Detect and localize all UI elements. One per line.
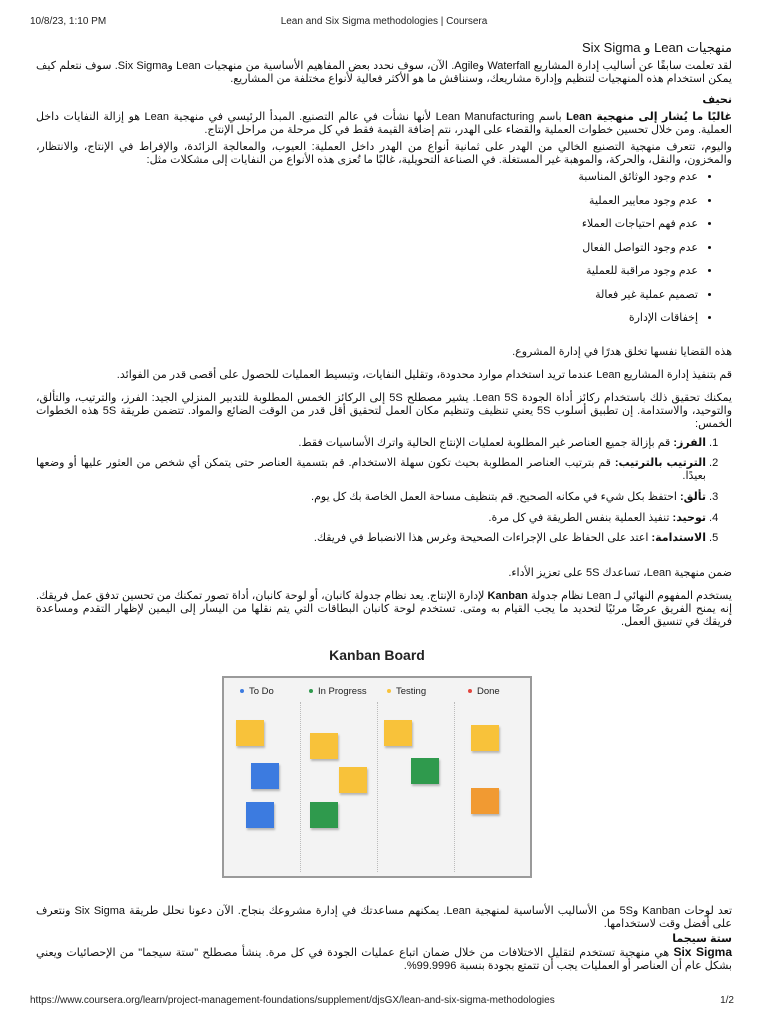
five-s-term: الاستدامة: bbox=[651, 532, 706, 544]
kanban-text-post: لإدارة الإنتاج. يعد نظام جدولة كانبان، أو لوحة كانبان، أداة تصور تمكنك من تحسين تدفق عمل فريقك. إنه يمنح الفريق عرضًا مرئيًا لتحديد ما يجب القيام به ومتى. تستخدم لوحة كانبان البطاقات التي يتم نقلها من اليسار إلى اليمين لإظهار التقدم ومساعدة فريقك في تنسيق العمل. bbox=[36, 589, 732, 628]
five-s-term: الترتيب بالترتيب: bbox=[614, 457, 706, 469]
column-label: To Do bbox=[249, 686, 274, 697]
lean-lead-bold: غالبًا ما يُشار إلى منهجية Lean bbox=[566, 111, 732, 123]
column-header-todo bbox=[240, 686, 274, 697]
six-sigma-paragraph bbox=[36, 946, 732, 973]
lean-paragraph-1 bbox=[36, 111, 732, 137]
in-progress-dot bbox=[309, 689, 313, 693]
column-label: In Progress bbox=[318, 686, 367, 697]
waste-causes-list bbox=[36, 171, 732, 336]
five-s-text: قم بإزالة جميع العناصر غير المطلوبة لعمليات الإنتاج الحالية واترك الأساسيات فقط. bbox=[298, 436, 674, 449]
five-s-paragraph: يمكنك تحقيق ذلك باستخدام ركائز أداة الجودة Lean 5S. يشير مصطلح 5S إلى الركائز الخمس المطلوبة للتدبير المنزلي الجيد: الفرز، والترتيب، والتألق، والتوحيد، والاستدامة. إن تطبيق أسلوب 5S يعني تنظيف وتنظيم مكان العمل لتحقيق أقل قدر من الوقت الضائع والمواد. تتضمن طريقة 5S هذه الخطوات الخمس: bbox=[36, 391, 733, 430]
issues-paragraph: هذه القضايا نفسها تخلق هدرًا في إدارة المشروع. bbox=[512, 345, 732, 358]
kanban-title: Kanban Board bbox=[329, 647, 425, 663]
sticky-note bbox=[471, 788, 499, 814]
column-label: Testing bbox=[396, 686, 427, 697]
column-header-testing bbox=[387, 686, 426, 697]
five-s-term: توحيد: bbox=[672, 511, 706, 524]
lean-paragraph-2: واليوم، تتعرف منهجية التصنيع الخالي من الهدر على ثمانية أنواع من الهدر داخل العملية: العيوب، والمعالجة الزائدة، والإفراط في الإنتاج، والانتظار، والمخزون، والنقل، والحركة، والموهبة غير المستغلة. في الصناعة التحويلية، غالبًا ما تُعزى هذه الأنواع من النفايات إلى مشكلات مثل: bbox=[36, 141, 732, 166]
five-s-list bbox=[36, 437, 732, 553]
five-s-step bbox=[36, 491, 706, 512]
list-item: • عدم وجود التواصل الفعال bbox=[36, 242, 698, 266]
list-item: • إخفاقات الإدارة bbox=[36, 312, 698, 336]
article-body-continued bbox=[36, 905, 732, 973]
document-title: Lean and Six Sigma methodologies | Coursera bbox=[280, 16, 488, 27]
page-number: 1/2 bbox=[720, 995, 734, 1006]
sticky-note bbox=[471, 725, 499, 751]
lean-subheading: نحيف bbox=[702, 94, 732, 106]
todo-dot bbox=[240, 689, 244, 693]
five-s-term: الفرز: bbox=[673, 436, 706, 449]
five-s-step bbox=[36, 512, 706, 533]
kanban-paragraph bbox=[36, 590, 732, 629]
column-header-done bbox=[468, 686, 500, 697]
five-s-text: تنفيذ العملية بنفس الطريقة في كل مرة. bbox=[488, 511, 673, 524]
sticky-note bbox=[310, 733, 338, 759]
sticky-note bbox=[384, 720, 412, 746]
print-header bbox=[0, 0, 768, 30]
kanban-text-pre: يستخدم المفهوم النهائي لـ Lean نظام جدولة bbox=[527, 589, 732, 602]
column-divider bbox=[377, 702, 378, 872]
list-item: • عدم وجود معايير العملية bbox=[36, 195, 698, 219]
six-sigma-text: هي منهجية تستخدم لتقليل الاختلافات من خلال ضمان اتباع عمليات الجودة في كل مرة. ينشأ مصطلح "ستة سيجما" من الإحصائيات ويعني بشكل عام أن العناصر أو العمليات يجب أن تتمتع بجودة بنسبة 99.9996%. bbox=[36, 947, 732, 972]
done-dot bbox=[468, 689, 472, 693]
list-item: • عدم فهم احتياجات العملاء bbox=[36, 218, 698, 242]
after-figure-paragraph: تعد لوحات Kanban و5S من الأساليب الأساسية لمنهجية Lean. يمكنهم مساعدتك في إدارة مشروعك بنجاح. الآن دعونا نحلل طريقة Six Sigma ونتعرف على أفضل وقت لاستخدامها. bbox=[36, 905, 733, 930]
sticky-note bbox=[310, 802, 338, 828]
five-s-term: تألق: bbox=[680, 491, 706, 503]
kanban-board-figure bbox=[196, 643, 558, 883]
five-s-step bbox=[36, 437, 706, 458]
lean-pm-paragraph: قم بتنفيذ إدارة المشاريع Lean عندما تريد استخدام موارد محدودة، وتقليل النفايات، وتبسيط العمليات للحصول على أقصى قدر من الفوائد. bbox=[116, 368, 732, 381]
print-date: 10/8/23, 1:10 PM bbox=[30, 16, 107, 27]
page-title: منهجيات Lean و Six Sigma bbox=[582, 40, 732, 55]
sticky-note bbox=[246, 802, 274, 828]
five-s-text: اعتد على الحفاظ على الإجراءات الصحيحة وغرس هذا الانضباط في فريقك. bbox=[313, 532, 652, 544]
column-header-in-progress bbox=[309, 686, 367, 697]
sticky-note bbox=[236, 720, 264, 746]
five-s-step bbox=[36, 457, 706, 491]
sticky-note bbox=[411, 758, 439, 784]
five-s-text: قم بترتيب العناصر المطلوبة بحيث تكون سهلة الاستخدام. قم بتسمية العناصر حتى يتمكن أي شخص من العثور عليها أو وضعها بعيدًا. bbox=[36, 457, 706, 482]
sticky-note bbox=[251, 763, 279, 789]
kanban-bold: Kanban bbox=[487, 589, 528, 602]
page-url: https://www.coursera.org/learn/project-management-foundations/supplement/djsGX/lean-and-six-sigma-methodologies bbox=[30, 995, 555, 1006]
column-divider bbox=[300, 702, 301, 872]
testing-dot bbox=[387, 689, 391, 693]
intro-paragraph: لقد تعلمت سابقًا عن أساليب إدارة المشاريع Waterfall وAgile. الآن، سوف نحدد بعض المفاهيم الأساسية من منهجيات Lean وSix Sigma. سوف نتعلم كيف يمكن استخدام هذه المنهجيات لتنظيم وإدارة مشاريعك، وسنناقش ما هو الأكثر فعالية لأنواع مختلفة من المشاريع. bbox=[36, 60, 732, 85]
six-sigma-bold: Six Sigma bbox=[673, 945, 733, 959]
lean-lead-text: باسم Lean Manufacturing لأنها نشأت في عالم التصنيع. المبدأ الرئيسي في منهجية Lean هو إزالة النفايات داخل العملية. ومن خلال تحسين خطوات العملية والقضاء على الهدر، نتم إضافة القيمة فقط في كل مرحلة من مراحل الإنتاج. bbox=[36, 111, 732, 136]
list-item: • عدم وجود الوثائق المناسبة bbox=[36, 171, 698, 195]
kanban-board bbox=[222, 676, 532, 878]
five-s-text: احتفظ بكل شيء في مكانه الصحيح. قم بتنظيف مساحة العمل الخاصة بك كل يوم. bbox=[311, 491, 681, 503]
column-divider bbox=[454, 702, 455, 872]
article-body bbox=[36, 38, 732, 633]
six-sigma-subheading: ستة سيجما bbox=[672, 933, 732, 945]
sticky-note bbox=[339, 767, 367, 793]
within-lean-paragraph: ضمن منهجية Lean، تساعدك 5S على تعزيز الأداء. bbox=[508, 566, 732, 579]
column-label: Done bbox=[477, 686, 500, 697]
list-item: • عدم وجود مراقبة للعملية bbox=[36, 265, 698, 289]
five-s-step bbox=[36, 532, 706, 553]
list-item: • تصميم عملية غير فعالة bbox=[36, 289, 698, 313]
